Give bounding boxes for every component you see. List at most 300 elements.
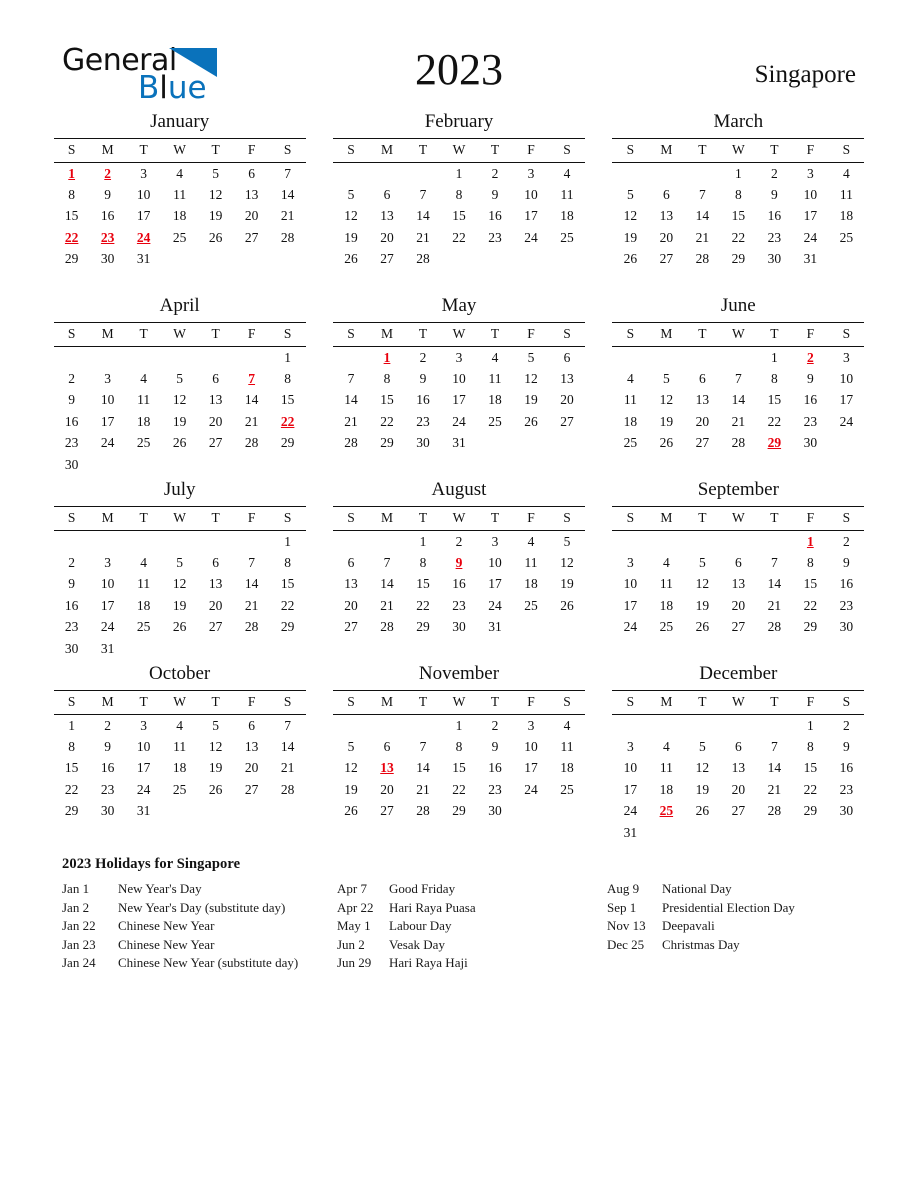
day-cell[interactable]: 12 [659, 392, 674, 408]
day-cell[interactable]: 20 [380, 229, 394, 245]
day-cell[interactable]: 16 [839, 576, 854, 592]
day-cell[interactable]: 11 [839, 186, 853, 202]
day-cell[interactable]: 12 [208, 186, 223, 202]
day-cell[interactable]: 1 [455, 165, 463, 181]
day-cell[interactable]: 1 [284, 349, 292, 365]
day-cell[interactable]: 27 [380, 251, 394, 267]
day-cell[interactable]: 2 [491, 165, 499, 181]
day-cell[interactable]: 4 [563, 165, 571, 181]
day-cell[interactable]: 2 [842, 717, 850, 733]
day-cell[interactable]: 5 [176, 370, 184, 386]
day-cell[interactable]: 20 [731, 781, 746, 797]
day-cell-holiday[interactable]: 23 [100, 229, 115, 245]
day-cell[interactable]: 17 [803, 208, 818, 224]
day-cell[interactable]: 19 [172, 413, 187, 429]
day-cell[interactable]: 11 [659, 760, 673, 776]
day-cell[interactable]: 6 [248, 717, 256, 733]
day-cell[interactable]: 15 [380, 392, 394, 408]
day-cell[interactable]: 26 [344, 251, 358, 267]
day-cell[interactable]: 13 [560, 370, 574, 386]
day-cell[interactable]: 6 [563, 349, 571, 365]
day-cell[interactable]: 10 [803, 186, 818, 202]
day-cell[interactable]: 3 [842, 349, 850, 365]
day-cell[interactable]: 5 [563, 533, 571, 549]
day-cell[interactable]: 19 [172, 597, 187, 613]
day-cell[interactable]: 10 [136, 186, 151, 202]
day-cell[interactable]: 4 [176, 165, 184, 181]
day-cell[interactable]: 2 [455, 533, 463, 549]
day-cell[interactable]: 24 [839, 413, 854, 429]
day-cell[interactable]: 29 [803, 803, 818, 819]
day-cell[interactable]: 19 [695, 781, 710, 797]
day-cell[interactable]: 23 [452, 597, 466, 613]
day-cell[interactable]: 2 [491, 717, 499, 733]
day-cell[interactable]: 31 [100, 640, 115, 656]
day-cell[interactable]: 25 [488, 413, 502, 429]
day-cell-holiday[interactable]: 7 [248, 370, 256, 386]
day-cell[interactable]: 30 [767, 251, 782, 267]
day-cell[interactable]: 1 [806, 717, 814, 733]
day-cell[interactable]: 14 [416, 208, 430, 224]
day-cell[interactable]: 23 [100, 781, 115, 797]
day-cell[interactable]: 12 [560, 554, 574, 570]
day-cell[interactable]: 4 [662, 554, 670, 570]
day-cell[interactable]: 5 [347, 186, 355, 202]
day-cell[interactable]: 22 [64, 781, 79, 797]
day-cell[interactable]: 17 [623, 597, 638, 613]
day-cell[interactable]: 20 [731, 597, 746, 613]
day-cell[interactable]: 3 [626, 554, 634, 570]
day-cell[interactable]: 28 [280, 229, 295, 245]
day-cell[interactable]: 7 [419, 738, 427, 754]
day-cell-holiday[interactable]: 1 [806, 533, 814, 549]
day-cell[interactable]: 26 [695, 803, 710, 819]
day-cell[interactable]: 6 [383, 738, 391, 754]
day-cell[interactable]: 3 [104, 370, 112, 386]
day-cell[interactable]: 18 [659, 781, 674, 797]
day-cell[interactable]: 21 [767, 781, 782, 797]
day-cell[interactable]: 10 [524, 738, 538, 754]
day-cell[interactable]: 9 [842, 738, 850, 754]
day-cell[interactable]: 14 [416, 760, 430, 776]
day-cell[interactable]: 7 [734, 370, 742, 386]
day-cell[interactable]: 8 [806, 738, 814, 754]
day-cell[interactable]: 10 [839, 370, 854, 386]
day-cell[interactable]: 22 [803, 597, 818, 613]
day-cell-holiday[interactable]: 22 [280, 413, 295, 429]
day-cell[interactable]: 26 [208, 781, 223, 797]
day-cell[interactable]: 29 [803, 619, 818, 635]
day-cell[interactable]: 21 [244, 413, 259, 429]
day-cell[interactable]: 27 [731, 619, 746, 635]
day-cell[interactable]: 5 [698, 554, 706, 570]
day-cell[interactable]: 30 [488, 803, 502, 819]
day-cell[interactable]: 26 [172, 435, 187, 451]
day-cell[interactable]: 20 [380, 781, 394, 797]
day-cell[interactable]: 22 [416, 597, 430, 613]
day-cell[interactable]: 1 [455, 717, 463, 733]
day-cell[interactable]: 11 [488, 370, 502, 386]
day-cell-holiday[interactable]: 2 [104, 165, 112, 181]
day-cell[interactable]: 27 [208, 435, 223, 451]
day-cell[interactable]: 12 [172, 392, 187, 408]
day-cell[interactable]: 23 [488, 781, 502, 797]
day-cell[interactable]: 5 [527, 349, 535, 365]
day-cell[interactable]: 13 [208, 576, 223, 592]
day-cell[interactable]: 17 [100, 413, 115, 429]
day-cell[interactable]: 29 [64, 251, 79, 267]
day-cell[interactable]: 27 [244, 229, 259, 245]
day-cell[interactable]: 17 [524, 208, 538, 224]
day-cell[interactable]: 20 [244, 208, 259, 224]
day-cell[interactable]: 12 [344, 760, 358, 776]
day-cell[interactable]: 30 [100, 803, 115, 819]
day-cell[interactable]: 16 [100, 760, 115, 776]
day-cell[interactable]: 26 [524, 413, 538, 429]
day-cell[interactable]: 6 [734, 554, 742, 570]
day-cell[interactable]: 26 [623, 251, 638, 267]
day-cell[interactable]: 25 [839, 229, 854, 245]
day-cell[interactable]: 12 [172, 576, 187, 592]
day-cell[interactable]: 9 [419, 370, 427, 386]
day-cell[interactable]: 9 [491, 738, 499, 754]
day-cell[interactable]: 14 [244, 392, 259, 408]
day-cell[interactable]: 19 [344, 229, 358, 245]
day-cell[interactable]: 7 [347, 370, 355, 386]
day-cell[interactable]: 2 [419, 349, 427, 365]
day-cell[interactable]: 21 [416, 781, 430, 797]
day-cell[interactable]: 30 [64, 456, 79, 472]
day-cell[interactable]: 23 [488, 229, 502, 245]
day-cell[interactable]: 14 [280, 738, 295, 754]
day-cell-holiday[interactable]: 24 [136, 229, 151, 245]
day-cell[interactable]: 28 [731, 435, 746, 451]
day-cell[interactable]: 5 [626, 186, 634, 202]
day-cell[interactable]: 4 [140, 370, 148, 386]
day-cell[interactable]: 23 [767, 229, 782, 245]
day-cell[interactable]: 19 [344, 781, 358, 797]
day-cell[interactable]: 28 [416, 803, 430, 819]
day-cell[interactable]: 21 [731, 413, 746, 429]
day-cell[interactable]: 19 [560, 576, 574, 592]
day-cell[interactable]: 16 [488, 760, 502, 776]
day-cell[interactable]: 13 [208, 392, 223, 408]
day-cell[interactable]: 16 [64, 597, 79, 613]
day-cell[interactable]: 22 [803, 781, 818, 797]
day-cell[interactable]: 15 [803, 760, 818, 776]
day-cell[interactable]: 6 [248, 165, 256, 181]
day-cell[interactable]: 4 [176, 717, 184, 733]
day-cell[interactable]: 7 [419, 186, 427, 202]
day-cell[interactable]: 10 [100, 392, 115, 408]
day-cell[interactable]: 15 [731, 208, 746, 224]
day-cell[interactable]: 1 [284, 533, 292, 549]
day-cell[interactable]: 9 [842, 554, 850, 570]
day-cell[interactable]: 24 [136, 781, 151, 797]
day-cell[interactable]: 13 [244, 738, 259, 754]
day-cell[interactable]: 12 [208, 738, 223, 754]
day-cell[interactable]: 29 [280, 435, 295, 451]
day-cell[interactable]: 31 [623, 824, 638, 840]
day-cell[interactable]: 18 [560, 760, 574, 776]
day-cell[interactable]: 21 [244, 597, 259, 613]
day-cell[interactable]: 16 [452, 576, 466, 592]
day-cell[interactable]: 6 [212, 554, 220, 570]
day-cell[interactable]: 11 [137, 576, 151, 592]
day-cell[interactable]: 15 [64, 208, 79, 224]
day-cell[interactable]: 17 [452, 392, 466, 408]
day-cell[interactable]: 16 [416, 392, 430, 408]
day-cell[interactable]: 25 [560, 781, 574, 797]
day-cell[interactable]: 18 [623, 413, 638, 429]
day-cell[interactable]: 21 [767, 597, 782, 613]
day-cell[interactable]: 14 [280, 186, 295, 202]
day-cell[interactable]: 19 [623, 229, 638, 245]
day-cell[interactable]: 2 [68, 370, 76, 386]
day-cell[interactable]: 22 [452, 781, 466, 797]
day-cell[interactable]: 16 [64, 413, 79, 429]
day-cell[interactable]: 16 [767, 208, 782, 224]
day-cell[interactable]: 24 [623, 803, 638, 819]
day-cell[interactable]: 4 [140, 554, 148, 570]
day-cell[interactable]: 9 [68, 576, 76, 592]
day-cell[interactable]: 13 [344, 576, 358, 592]
day-cell[interactable]: 19 [208, 208, 223, 224]
day-cell[interactable]: 11 [659, 576, 673, 592]
day-cell[interactable]: 15 [416, 576, 430, 592]
day-cell[interactable]: 12 [344, 208, 358, 224]
day-cell[interactable]: 12 [524, 370, 538, 386]
day-cell[interactable]: 5 [698, 738, 706, 754]
day-cell[interactable]: 28 [244, 619, 259, 635]
day-cell[interactable]: 22 [380, 413, 394, 429]
day-cell[interactable]: 23 [64, 435, 79, 451]
day-cell[interactable]: 4 [662, 738, 670, 754]
day-cell[interactable]: 15 [452, 760, 466, 776]
day-cell[interactable]: 20 [344, 597, 358, 613]
day-cell[interactable]: 8 [734, 186, 742, 202]
day-cell[interactable]: 27 [695, 435, 710, 451]
day-cell[interactable]: 17 [100, 597, 115, 613]
day-cell[interactable]: 25 [136, 435, 151, 451]
day-cell[interactable]: 28 [244, 435, 259, 451]
day-cell[interactable]: 10 [488, 554, 502, 570]
day-cell[interactable]: 10 [100, 576, 115, 592]
day-cell-holiday[interactable]: 13 [380, 760, 394, 776]
day-cell[interactable]: 25 [659, 619, 674, 635]
day-cell[interactable]: 17 [136, 760, 151, 776]
day-cell[interactable]: 11 [524, 554, 538, 570]
day-cell[interactable]: 23 [839, 597, 854, 613]
day-cell[interactable]: 12 [695, 576, 710, 592]
day-cell[interactable]: 13 [244, 186, 259, 202]
day-cell[interactable]: 26 [208, 229, 223, 245]
day-cell[interactable]: 5 [212, 165, 220, 181]
day-cell[interactable]: 25 [623, 435, 638, 451]
day-cell[interactable]: 8 [284, 370, 292, 386]
day-cell[interactable]: 28 [767, 803, 782, 819]
day-cell[interactable]: 4 [527, 533, 535, 549]
day-cell[interactable]: 16 [803, 392, 818, 408]
day-cell[interactable]: 24 [488, 597, 502, 613]
day-cell[interactable]: 23 [416, 413, 430, 429]
day-cell[interactable]: 5 [212, 717, 220, 733]
day-cell[interactable]: 11 [560, 738, 574, 754]
day-cell[interactable]: 7 [770, 738, 778, 754]
day-cell[interactable]: 31 [452, 435, 466, 451]
day-cell[interactable]: 31 [136, 251, 151, 267]
day-cell[interactable]: 6 [212, 370, 220, 386]
day-cell[interactable]: 16 [839, 760, 854, 776]
day-cell[interactable]: 12 [695, 760, 710, 776]
day-cell[interactable]: 26 [172, 619, 187, 635]
day-cell[interactable]: 24 [524, 781, 538, 797]
day-cell[interactable]: 29 [731, 251, 746, 267]
day-cell[interactable]: 10 [524, 186, 538, 202]
day-cell[interactable]: 15 [280, 392, 295, 408]
day-cell[interactable]: 29 [380, 435, 394, 451]
day-cell[interactable]: 21 [344, 413, 358, 429]
day-cell[interactable]: 19 [208, 760, 223, 776]
day-cell[interactable]: 17 [136, 208, 151, 224]
day-cell[interactable]: 24 [100, 435, 115, 451]
day-cell[interactable]: 11 [623, 392, 637, 408]
day-cell[interactable]: 9 [491, 186, 499, 202]
day-cell[interactable]: 1 [68, 717, 76, 733]
day-cell[interactable]: 3 [491, 533, 499, 549]
day-cell[interactable]: 11 [173, 186, 187, 202]
day-cell[interactable]: 24 [623, 619, 638, 635]
day-cell[interactable]: 13 [659, 208, 674, 224]
day-cell[interactable]: 22 [767, 413, 782, 429]
day-cell[interactable]: 1 [419, 533, 427, 549]
day-cell[interactable]: 22 [731, 229, 746, 245]
day-cell[interactable]: 24 [524, 229, 538, 245]
day-cell[interactable]: 21 [380, 597, 394, 613]
day-cell[interactable]: 14 [767, 576, 782, 592]
day-cell[interactable]: 7 [284, 165, 292, 181]
day-cell[interactable]: 12 [623, 208, 638, 224]
day-cell[interactable]: 15 [280, 576, 295, 592]
day-cell[interactable]: 6 [347, 554, 355, 570]
day-cell-holiday[interactable]: 22 [64, 229, 79, 245]
day-cell[interactable]: 10 [136, 738, 151, 754]
day-cell[interactable]: 4 [626, 370, 634, 386]
day-cell[interactable]: 8 [770, 370, 778, 386]
day-cell[interactable]: 22 [280, 597, 295, 613]
day-cell[interactable]: 25 [560, 229, 574, 245]
day-cell[interactable]: 30 [839, 803, 854, 819]
day-cell[interactable]: 22 [452, 229, 466, 245]
day-cell[interactable]: 27 [560, 413, 574, 429]
day-cell-holiday[interactable]: 9 [455, 554, 463, 570]
day-cell[interactable]: 15 [767, 392, 782, 408]
day-cell[interactable]: 24 [452, 413, 466, 429]
day-cell[interactable]: 23 [839, 781, 854, 797]
day-cell[interactable]: 27 [380, 803, 394, 819]
day-cell[interactable]: 3 [140, 717, 148, 733]
day-cell[interactable]: 4 [491, 349, 499, 365]
day-cell[interactable]: 3 [626, 738, 634, 754]
day-cell[interactable]: 28 [380, 619, 394, 635]
day-cell-holiday[interactable]: 2 [806, 349, 814, 365]
day-cell[interactable]: 10 [452, 370, 466, 386]
day-cell[interactable]: 2 [842, 533, 850, 549]
day-cell[interactable]: 29 [416, 619, 430, 635]
day-cell-holiday[interactable]: 29 [767, 435, 782, 451]
day-cell[interactable]: 19 [695, 597, 710, 613]
day-cell[interactable]: 8 [68, 738, 76, 754]
day-cell[interactable]: 18 [524, 576, 538, 592]
day-cell[interactable]: 4 [842, 165, 850, 181]
day-cell[interactable]: 30 [452, 619, 466, 635]
day-cell[interactable]: 5 [347, 738, 355, 754]
day-cell[interactable]: 15 [803, 576, 818, 592]
day-cell[interactable]: 10 [623, 760, 638, 776]
day-cell[interactable]: 3 [527, 165, 535, 181]
day-cell[interactable]: 27 [731, 803, 746, 819]
day-cell[interactable]: 9 [806, 370, 814, 386]
day-cell[interactable]: 8 [806, 554, 814, 570]
day-cell[interactable]: 18 [136, 597, 151, 613]
day-cell[interactable]: 7 [698, 186, 706, 202]
day-cell[interactable]: 25 [136, 619, 151, 635]
day-cell[interactable]: 3 [455, 349, 463, 365]
day-cell[interactable]: 24 [100, 619, 115, 635]
day-cell[interactable]: 25 [172, 229, 187, 245]
day-cell[interactable]: 21 [416, 229, 430, 245]
day-cell[interactable]: 9 [104, 738, 112, 754]
day-cell[interactable]: 14 [695, 208, 710, 224]
day-cell[interactable]: 14 [344, 392, 358, 408]
day-cell[interactable]: 14 [731, 392, 746, 408]
day-cell[interactable]: 25 [172, 781, 187, 797]
day-cell[interactable]: 8 [455, 738, 463, 754]
day-cell[interactable]: 5 [176, 554, 184, 570]
day-cell[interactable]: 13 [695, 392, 710, 408]
day-cell[interactable]: 18 [172, 760, 187, 776]
day-cell[interactable]: 27 [208, 619, 223, 635]
day-cell[interactable]: 17 [623, 781, 638, 797]
day-cell[interactable]: 10 [623, 576, 638, 592]
day-cell[interactable]: 11 [137, 392, 151, 408]
day-cell[interactable]: 3 [527, 717, 535, 733]
day-cell[interactable]: 28 [695, 251, 710, 267]
day-cell[interactable]: 23 [803, 413, 818, 429]
day-cell[interactable]: 18 [659, 597, 674, 613]
day-cell[interactable]: 13 [731, 576, 746, 592]
day-cell[interactable]: 31 [136, 803, 151, 819]
day-cell[interactable]: 20 [244, 760, 259, 776]
day-cell[interactable]: 7 [248, 554, 256, 570]
day-cell-holiday[interactable]: 1 [383, 349, 391, 365]
day-cell[interactable]: 13 [731, 760, 746, 776]
day-cell[interactable]: 15 [64, 760, 79, 776]
day-cell[interactable]: 11 [560, 186, 574, 202]
day-cell[interactable]: 2 [770, 165, 778, 181]
day-cell[interactable]: 20 [560, 392, 574, 408]
day-cell[interactable]: 18 [560, 208, 574, 224]
day-cell[interactable]: 20 [659, 229, 674, 245]
day-cell[interactable]: 28 [280, 781, 295, 797]
day-cell[interactable]: 26 [659, 435, 674, 451]
day-cell[interactable]: 8 [419, 554, 427, 570]
day-cell[interactable]: 8 [284, 554, 292, 570]
day-cell[interactable]: 14 [380, 576, 394, 592]
day-cell[interactable]: 30 [100, 251, 115, 267]
day-cell[interactable]: 30 [803, 435, 818, 451]
day-cell[interactable]: 28 [767, 619, 782, 635]
